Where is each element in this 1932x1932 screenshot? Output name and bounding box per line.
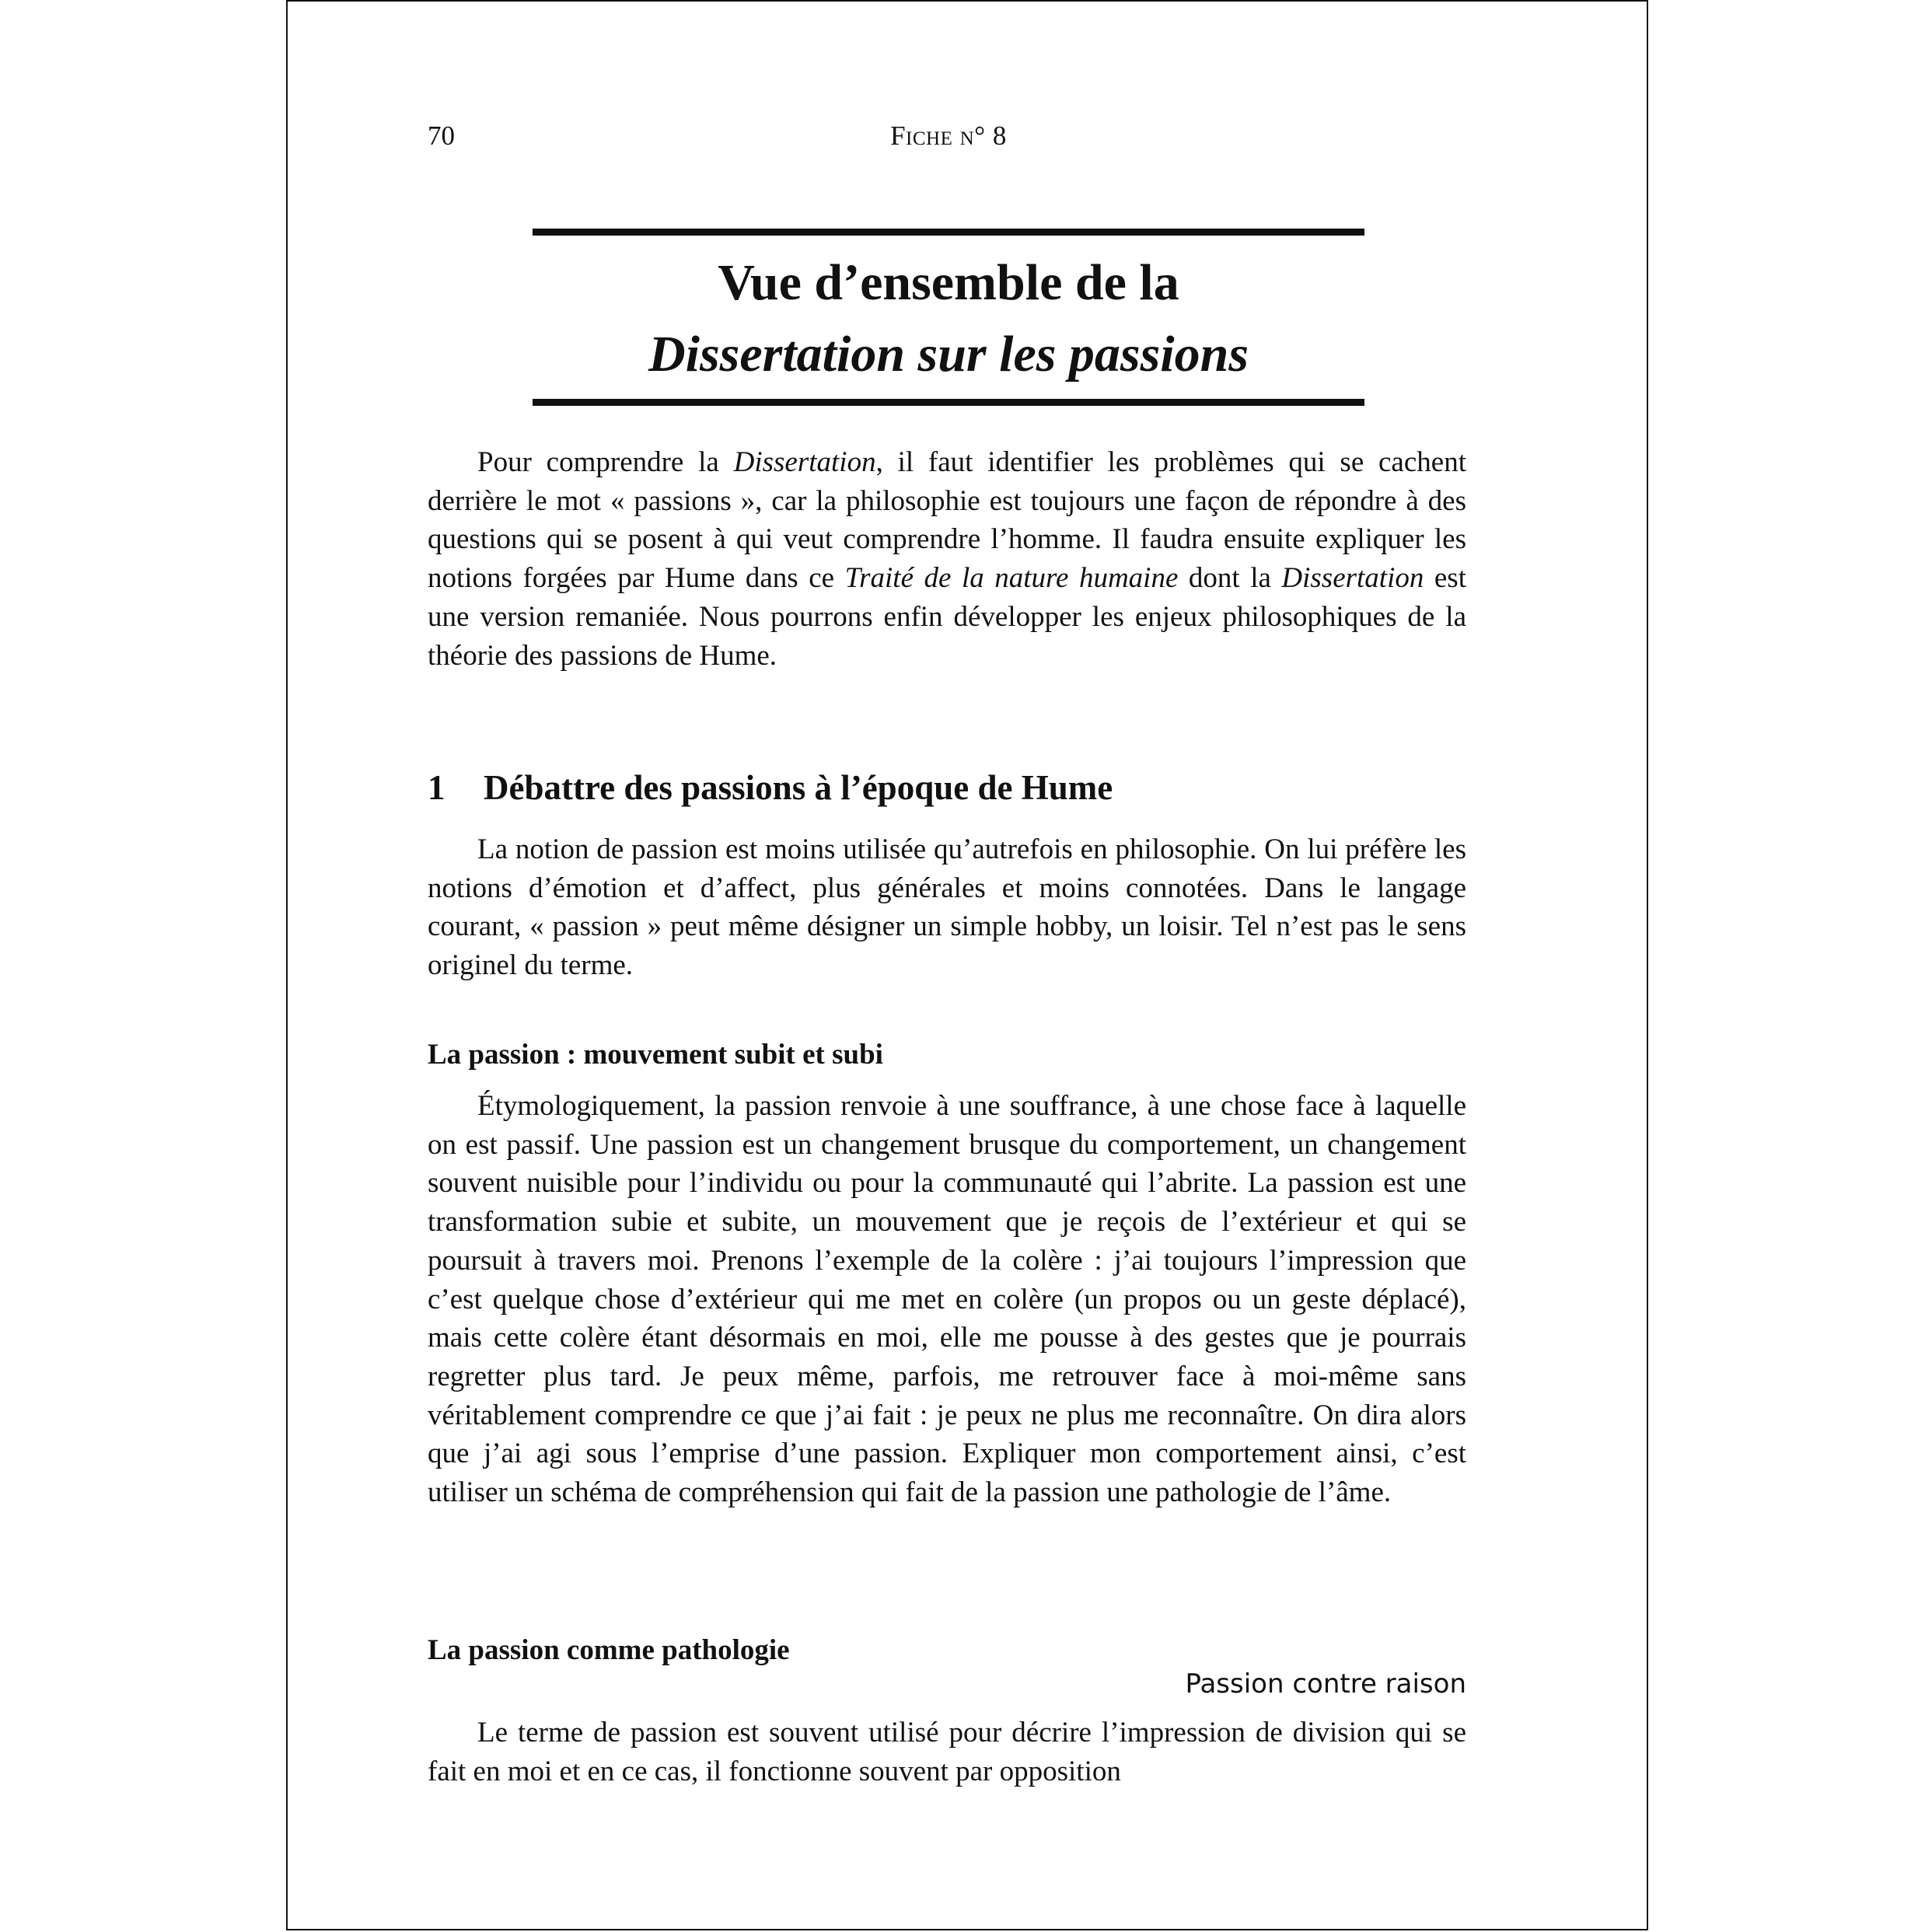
subsection-paragraph-2: Le terme de passion est souvent utilisé pour décrire l’impression de division qui se fait en moi et en ce cas, il fonctionne souvent par opposition: [428, 1717, 1466, 1787]
chapter-title-line2: Dissertation sur les passions: [648, 326, 1249, 383]
intro-text-run: dont la: [1178, 562, 1282, 595]
page-number: 70: [428, 121, 455, 151]
subsection-text: [428, 1087, 1466, 1512]
intro-text-run: est une version remaniée. Nous pourrons enfin développer les enjeux philosophiques de la théorie des passions de Hume.: [428, 562, 1466, 672]
subsection-heading-2: La passion comme pathologie: [428, 1634, 790, 1666]
section-text: [428, 830, 1466, 985]
chapter-title: [533, 247, 1364, 390]
section-title: Débattre des passions à l’époque de Hume: [484, 768, 1113, 807]
subsection-paragraph: Étymologiquement, la passion renvoie à une souffrance, à une chose face à laquelle on est passif. Une passion est un changement brusque du comportement, un changement souvent nuisible pour l’individu ou pour la communauté qui l’abrite. La passion est une transformation subie et subite, un mouvement que je reçois de l’extérieur et qui se poursuit à travers moi. Prenons l’exemple de la colère : j’ai toujours l’impression que c’est quelque chose d’extérieur qui me met en colère (un propos ou un geste déplacé), mais cette colère étant désormais en moi, elle me pousse à des gestes que je pourrais regretter plus tard. Je peux même, parfois, me retrouver face à moi-même sans véritablement comprendre ce que j’ai fait : je peux ne plus me reconnaître. On dira alors que j’ai agi sous l’emprise d’une passion. Expliquer mon comportement ainsi, c’est utiliser un schéma de compréhension qui fait de la passion une pathologie de l’âme.: [428, 1090, 1466, 1509]
intro-italic-dissertation: Dissertation: [1281, 562, 1424, 595]
section-heading: [428, 766, 1466, 809]
intro-text-run: , il faut identifier les problèmes qui se cachent derrière le mot « passions », car la philosophie est toujours une façon de répondre à des questions qui se posent à qui veut comprendre l’homme. Il faudra ensuite expliquer les notions forgées par Hume dans ce: [428, 446, 1466, 595]
intro-italic-traite: Traité de la nature humaine: [844, 562, 1179, 595]
running-head: [428, 117, 1469, 155]
subsection-heading: La passion : mouvement subit et subi: [428, 1039, 883, 1071]
subsection-text-2: [428, 1714, 1466, 1791]
title-rule-bottom: [533, 399, 1364, 406]
intro-text-run: Pour comprendre la: [477, 446, 734, 478]
intro-italic-dissertation: Dissertation: [733, 446, 876, 478]
intro-paragraph: [428, 443, 1466, 675]
margin-note: Passion contre raison: [1185, 1668, 1466, 1700]
running-title: Fiche n° 8: [890, 121, 1007, 151]
section-number: 1: [428, 768, 445, 807]
intro-text: [428, 443, 1466, 675]
section-paragraph: La notion de passion est moins utilisée qu’autrefois en philosophie. On lui préfère les notions d’émotion et d’affect, plus générales et moins connotées. Dans le langage courant, « passion » peut même désigner un simple hobby, un loisir. Tel n’est pas le sens originel du terme.: [428, 833, 1466, 982]
chapter-title-line1: Vue d’ensemble de la: [718, 254, 1179, 311]
title-rule-top: [533, 229, 1364, 236]
